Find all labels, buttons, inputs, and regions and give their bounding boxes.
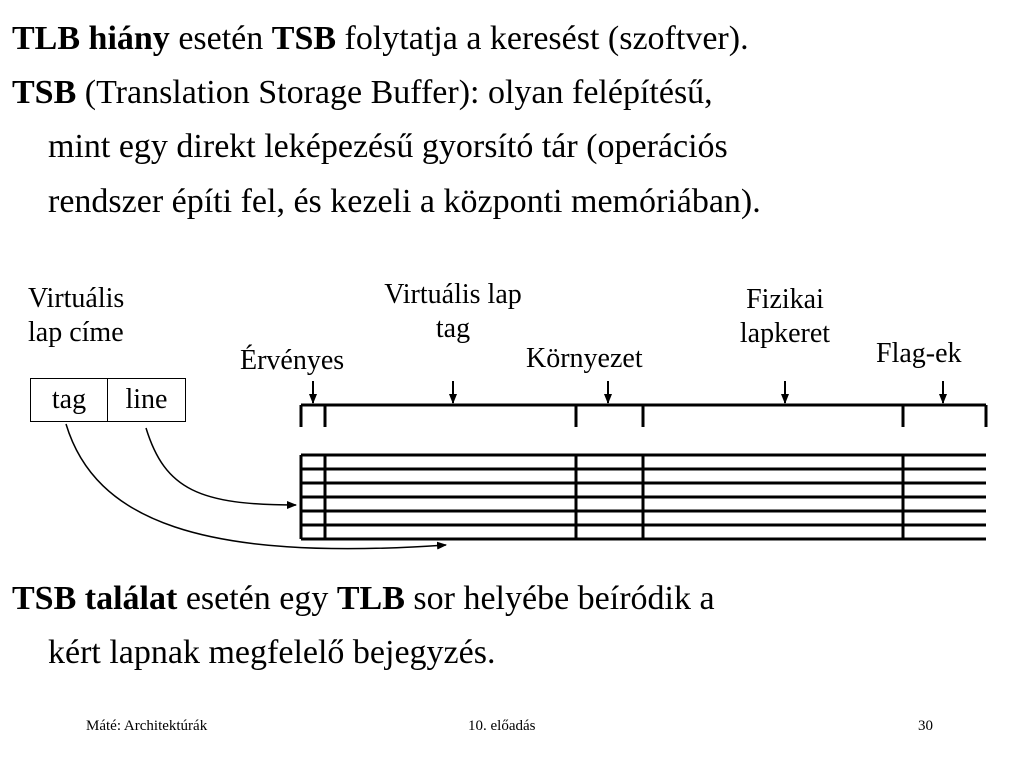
bold-term: TSB találat (12, 580, 178, 617)
arrow-line-to-row (146, 428, 296, 505)
text: esetén egy (177, 580, 337, 617)
text: folytatja a keresést (szoftver). (336, 20, 749, 57)
bold-term: TLB (336, 580, 405, 617)
footer-page-number: 30 (918, 718, 933, 734)
bold-term: TLB hiány (12, 20, 170, 57)
tlb-entry-row (301, 405, 986, 427)
text-line: rendszer építi fel, és kezeli a központi memóriában). (48, 182, 761, 220)
column-label-flags: Flag-ek (876, 338, 962, 369)
footer-lecture: 10. előadás (468, 718, 536, 734)
label-line: lap címe (28, 316, 124, 348)
footer-author: Máté: Architektúrák (86, 718, 208, 734)
label-line: Virtuális (28, 283, 125, 314)
text-line: mint egy direkt leképezésű gyorsító tár (operációs (48, 128, 728, 166)
text-line: kért lapnak megfelelő bejegyzés. (48, 634, 496, 672)
arrow-tag-to-compare (66, 424, 446, 549)
bold-term: TSB (271, 20, 337, 57)
tsb-table (301, 455, 986, 539)
text: sor helyébe beíródik a (404, 580, 715, 617)
text: (Translation Storage Buffer): olyan felépítésű, (76, 74, 713, 111)
address-line-field: line (125, 384, 168, 415)
bold-term: TSB (12, 74, 77, 111)
label-line: Virtuális lap (384, 279, 522, 310)
column-arrows (313, 381, 943, 403)
address-tag-field: tag (31, 379, 108, 421)
label-line: Fizikai (746, 284, 824, 315)
paragraph-tsb-hit (12, 572, 715, 681)
label-line: tag (435, 312, 471, 344)
label-line: lapkeret (739, 317, 831, 349)
column-label-context: Környezet (526, 343, 643, 374)
text: esetén (169, 20, 272, 57)
column-label-valid: Érvényes (240, 345, 345, 376)
